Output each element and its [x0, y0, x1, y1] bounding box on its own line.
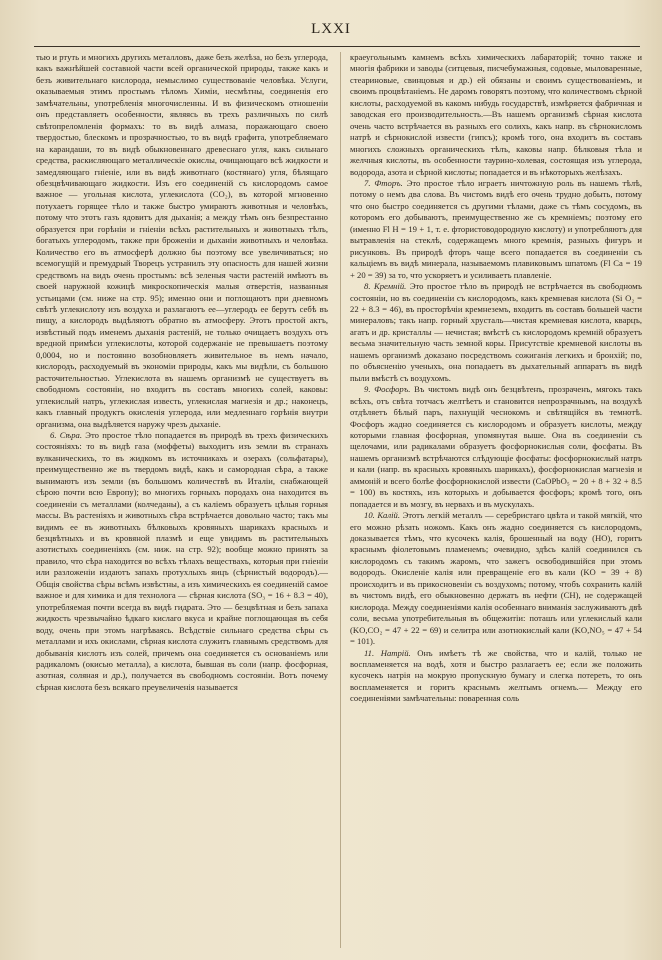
sulfur-continuation-paragraph: краеугольнымъ камнемъ всѣхъ химическихъ лабараторій; точно также и многія фабрики и заводы (ситцевыя, писчебумажныя, содовые, мыловаренные, стеариновые, свинцовыя и др.) ей обязаны и своимъ существованіемъ, и своимъ процвѣтаніемъ. Не даромъ говорятъ поэтому, что количествомъ сѣрной кислоты, расходуемой въ какомъ нибудь государствѣ, измѣряется фабричная и заводская его производительность.—Въ нашемъ организмѣ сѣрная кислота очень часто встрѣчается въ разныхъ его солихъ, какъ напр. въ сѣрнокисломъ натрѣ и сѣрнокислой извести (гипсъ); кромѣ того, она входитъ въ составъ многихъ сложныхъ органическихъ тѣлъ, каковы напр. бѣлковыя тѣла и желчныя кислоты, въ особенности таурино-холевая, состоящая изъ углерода, водорода, азота и сѣрной кислоты; попадается и въ нѣкоторыхъ желѣзахъ. — [350, 52, 642, 177]
fluorine-text: Это простое тѣло играетъ ничтожную роль въ нашемъ тѣлѣ, потому о немъ два слова. Въ чистомъ видѣ его очень трудно добыть, потому что оно быстро соединяется съ другими тѣлами, даже съ тѣмъ сосудомъ, въ которомъ его добываютъ, преимущественно же съ кремніемъ; поэтому его (именно Fl H = 19 + 1, т. е. фтористоводородную кислоту) и употребляютъ для вытравленія на стеклѣ, содержащемъ много кремнія, разныхъ фигуръ и рисунковъ. Въ природѣ фторъ чаще всего попадается въ соединеніи съ кальціемъ въ видѣ минерала, называемомъ плавиковымъ шпатомъ (Fl Ca = 19 + 20 = 39) за то, что ускоряетъ и усиливаетъ плавленіе. — [350, 177, 642, 280]
left-column — [36, 52, 328, 948]
page-header — [0, 18, 662, 44]
carbon-continuation-paragraph: тью и ртуть и многихъ другихъ металловъ, даже безъ желѣза, но безъ углерода, какъ важнѣйшей составной части всей органической природы, также какъ и безъ живительнаго кислорода, немыслимо существованіе человѣка. Услуги, оказываемыя этимъ простымъ тѣломъ Химіи, несмѣтны, соединенія его замѣчательны, употребленія многочисленны. И въ физическомъ отношеніи онъ представляетъ особенности, являясь въ трехъ различныхъ по силѣ свѣтопреломленія формахъ: то въ видѣ алмаза, поражающаго своею твердостью, блескомъ и прозрачностью, то въ видѣ графита, употребляемаго на карандаши, то въ видѣ обыкновеннаго древеснаго угля, какъ сильнаго средства, раскисляющаго металлическіе окислы, очищающаго всѣ жидкости и замедляющаго гніеніе, или въ видѣ животнаго (костянаго) угля, бѣлящаго обезцвѣчивающаго жидкости. Изъ его соединеній съ кислородомъ самое важное — угольная кислота, углекислота (CO₂), въ которой мгновенно потухаетъ горящее тѣло и также быстро умираютъ животныя и человѣкъ, потому что этотъ газъ ядовитъ для дыханія; а между тѣмъ онъ безпрестанно образуется при горѣніи и гніеніи всѣхъ растительныхъ и животныхъ тѣлъ, богатыхъ углеродомъ, также при броженіи и дыханіи животныхъ и человѣка. Количество его въ атмосферѣ должно бы поэтому все увеличиваться; но всемогущій и премудрый Творецъ устранилъ эту опасность для нашей жизни средствомъ на видъ очень простымъ: всѣ зеленыя части растеній имѣютъ въ своей наружной кожицѣ микроскопическія малыя отверстія, названныя устьицами (см. ниже на стр. 95); именно они и поглощаютъ при дневномъ свѣтѣ углекислоту изъ воздуха и разлагаютъ ее—углеродъ ее берутъ себѣ въ пищу, а кислородъ выдѣляютъ обратно въ атмосферу. Этотъ простой актъ, извѣстный подъ именемъ дыханія растеній, не только очищаетъ воздухъ отъ вредной примѣси углекислоты, которой содержаніе не превышаетъ поэтому 0,0004, но и постоянно возобновляетъ живительное въ немъ начало, кислородъ, расходуемый въ экономіи природы, какъ мы видѣли, съ большою расточительностью. Углекислота въ нашемъ организмѣ не существуетъ въ свободномъ состояніи, но входитъ въ составъ многихъ солей, каковы: углекислый натръ, углекислая известь, углекислая магнезія и др.; наконецъ, какъ главный продуктъ окисленія углерода, или медленнаго горѣнія внутри организма, она выдѣляется наружу чрезъ дыханіе. — [36, 52, 328, 429]
page-numeral: LXXI — [311, 21, 351, 37]
sulfur-paragraph — [36, 430, 328, 693]
phosphorus-heading: 9. Фосфоръ. — [364, 384, 411, 395]
sodium-heading: 11. Натрій. — [364, 647, 411, 658]
potassium-paragraph — [350, 510, 642, 647]
sodium-paragraph — [350, 648, 642, 705]
potassium-heading: 10. Калій. — [364, 510, 400, 521]
sulfur-text: Это простое тѣло попадается въ природѣ въ трехъ физическихъ состояніяхъ: то въ видѣ газа (моффеты) выходитъ изъ земли въ странахъ вулканическихъ, то въ жидкомъ въ источникахъ и озерахъ (сольфатары), преимущественно же въ твердомъ видѣ, какъ и самородная сѣра, а также вынимаютъ изъ земли (въ большомъ количествѣ въ Италіи, снабжающей сѣрою почти всю Европу); во многихъ горныхъ породахъ она находится въ соединеніи съ металлами (колчеданы), а съ калiемъ образуетъ цѣлыя горныя массы. Въ растеніяхъ и животныхъ сѣра встрѣчается довольно часто; такъ мы видимъ ее въ животныхъ бѣлковыхъ кровяныхъ шарикахъ красныхъ и безцвѣтныхъ и въ кровяной плазмѣ и еще увидимъ въ растительныхъ азотистыхъ соединеніяхъ (см. ниж. на стр. 92); вообще можно принять за правило, что сѣра находится во всѣхъ тѣлахъ веществахъ, которыя при гніеніи или разложеніи издаютъ запахъ протухлыхъ яицъ (сѣрнистый водородъ).—Общія свойства сѣры всѣмъ извѣстны, а изъ химическихъ ея соединеній самое важное и для химика и для технолога — сѣрная кислота (SO₃ = 16 + 8.3 = 40), употребляемая почти всегда въ видѣ гидрата. Это — безцвѣтная и безъ запаха жидкость чрезвычайно ѣдкаго кислаго вкуса и крайне поглощающая въ себя воду, очень при этомъ нагрѣваясь. Всѣдствіе сильнаго средства сѣры съ металлами и ихъ окислами, сѣрная кислота служитъ главнымъ средствомъ для добыванія кислотъ изъ солей, причемъ она соединяется съ основаніемъ или радикаломъ (окисью металла), а кислота, бывшая въ соли (напр. фосфорная, азотная, соляная и др.), получается въ свободномъ состояніи. Вотъ почему сѣрная кислота безъ всякаго преувеличенія называется — [36, 429, 328, 692]
fluorine-paragraph — [350, 178, 642, 281]
right-column — [350, 52, 642, 948]
phosphorus-paragraph — [350, 384, 642, 510]
sulfur-heading: 6. Сѣра. — [50, 429, 83, 440]
header-rule — [34, 46, 640, 47]
fluorine-heading: 7. Фторъ. — [364, 177, 403, 188]
phosphorus-text: Въ чистомъ видѣ онъ безцвѣтенъ, прозраченъ, мягокъ такъ всѣхъ, отъ свѣта тотчасъ желтѣетъ и становится непрозрачнымъ, на воздухѣ отдѣляетъ бѣлый паръ, пахнущій чеснокомъ и свѣтящійся въ темнотѣ. Фосфоръ жадно соединяется съ кислородомъ и образуетъ кислоты, между которыми главная фосфорная, упомянутая выше. Она въ соединеніи съ щелочами, или радикалами образуетъ фосфорнокислыя соли, фосфаты. Въ нашемъ организмѣ встрѣчаются слѣдующіе фосфаты: фосфорнокислый натръ и кали (напр. въ красныхъ кровяныхъ шарикахъ), фосфорнокислая магнезія и аммоній и всего болѣе фосфорнокислой извести (CaOPbO₅ = 20 + 8 + 32 + 8.5 = 100) въ костяхъ, изъ которыхъ и добывается фосфоръ; кромѣ того, онъ попадается и въ мозгу, въ нервахъ и въ мускулахъ. — [350, 384, 642, 509]
sodium-text: Онъ имѣетъ тѣ же свойства, что и калій, только не воспламеняется на водѣ, хотя и быстро разлагаетъ ее; если же положить кусочекъ натрія на мокрую пропускную бумагу и слегка потереть, то онъ воспламеняется и горитъ краснымъ желтымъ огнемъ.— Между его соединеніями замѣчательны: поваренная соль — [350, 647, 642, 704]
silicon-heading: 8. Кремній. — [364, 281, 407, 292]
column-divider — [340, 52, 341, 948]
silicon-paragraph — [350, 281, 642, 384]
potassium-text: Этотъ легкій металлъ — серебристаго цвѣта и такой мягкій, что его можно рѣзать ножомъ. Какъ онъ жадно соединяется съ кислородомъ, доказывается тѣмъ, что кусочекъ калія, брошенный на воду (HO), горитъ краснымъ фіолетовымъ пламенемъ; очевидно, здѣсь калій соединился съ кислородомъ съ такимъ жаромъ, что зажегъ освободившійся при этомъ водородъ. Окисленіе калія или превращеніе его въ кали (KO = 39 + 8) происходитъ и въ прикосновеніи съ воздухомъ; потому, чтобъ сохранить калій въ чистомъ видѣ, его обыкновенно держатъ въ нефти (CH), не содержащей кислорода. Между соединеніями калія особеннаго вниманія заслуживаютъ двѣ соли, весьма употребительныя въ общежитіи: поташъ или углекислый кали (KO,CO₂ = 47 + 22 = 69) и селитра или азотнокислый кали (KO,NO₅ = 47 + 54 = 101). — [350, 510, 642, 647]
silicon-text: Это простое тѣло въ природѣ не встрѣчается въ свободномъ состояніи, но въ соединеніи съ кислородомъ, какъ кремневая кислота (Si O₂ = 22 + 8.3 = 46), въ просторѣчіи кремнеземъ, входитъ въ составъ большей части минераловъ; такъ напр. горный хрусталь—чистая кремневая кислота, кварцъ, агатъ и др. кристаллы — нечистая; вмѣстѣ съ кислородомъ кремній образуетъ весьма значительную часть земной коры. Присутствіе кремневой кислоты въ нашемъ организмѣ доказано посредствомъ сожиганія легкихъ и бронхій; по, по объясненію ученыхъ, она попадаетъ въ дыхательный аппаратъ въ видѣ пыли вмѣстѣ съ воздухомъ. — [350, 281, 642, 383]
